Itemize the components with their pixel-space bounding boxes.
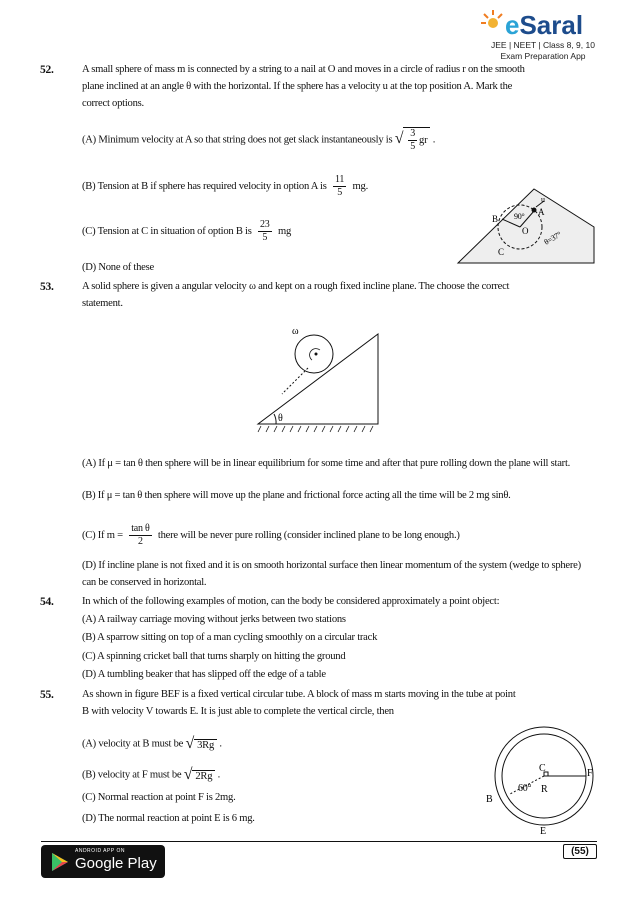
- q55-option-a: (A) velocity at B must be √ 3Rg .: [82, 735, 222, 752]
- label-angle: 90°: [514, 212, 525, 221]
- q52-stem-line2: plane inclined at an angle θ with the horizontal. If the sphere has a velocity u at the top position A. Mark the: [82, 81, 513, 92]
- q52-option-d: (D) None of these: [82, 262, 154, 273]
- play-store-icon: [50, 852, 70, 872]
- q54-option-d: (D) A tumbling beaker that has slipped off the edge of a table: [82, 669, 326, 680]
- q55-circular-tube-figure: [480, 724, 606, 836]
- solid-sphere: [295, 335, 333, 373]
- motion-arrow: [282, 368, 308, 394]
- google-play-badge[interactable]: [41, 845, 165, 878]
- q53-option-b: (B) If μ = tan θ then sphere will move up the plane and frictional force acting all the time will be 2 mg sinθ.: [82, 490, 511, 501]
- label-u: u: [541, 195, 545, 204]
- q53-option-a: (A) If μ = tan θ then sphere will be in linear equilibrium for some time and after that pure rolling down the plane will start.: [82, 458, 571, 469]
- label-e: E: [540, 826, 546, 836]
- question-number: 55.: [40, 689, 54, 701]
- q52-stem-line1: A small sphere of mass m is connected by a string to a nail at O and moves in a circle of radius r on the smooth: [82, 64, 525, 75]
- label-r: R: [541, 784, 548, 795]
- q53-option-c: (C) If m = $\frac{\text{tan θ}}{2}$ there will be never pure rolling (consider inclined plane to be long enough.): [82, 523, 460, 547]
- q54-stem: In which of the following examples of motion, can the body be considered approximately a point object:: [82, 596, 500, 607]
- question-number: 53.: [40, 281, 54, 293]
- q52-option-c: (C) Tension at C in situation of option B is $\frac{23}{5}$ mg: [82, 219, 291, 243]
- q52-incline-figure: [454, 183, 600, 269]
- q54-option-a: (A) A railway carriage moving without jerks between two stations: [82, 614, 346, 625]
- ground-hatch: [258, 426, 373, 432]
- q55-option-b: (B) velocity at F must be √ 2Rg .: [82, 766, 221, 783]
- q52-option-a: (A) Minimum velocity at A so that string does not get slack instantaneously is √ $\frac{3}{5}$ gr .: [82, 128, 436, 152]
- badge-small-text: ANDROID APP ON: [75, 848, 125, 854]
- q54-option-c: (C) A spinning cricket ball that turns sharply on hitting the ground: [82, 651, 346, 662]
- brand-subtitle: Exam Preparation App: [500, 51, 586, 61]
- label-f: F: [587, 768, 593, 779]
- page-number: (55): [563, 844, 597, 859]
- q53-incline-figure: [252, 322, 386, 442]
- q53-stem-line1: A solid sphere is given a angular velocity ω and kept on a rough fixed incline plane. The choose the correct: [82, 281, 510, 292]
- q54-option-b: (B) A sparrow sitting on top of a man cycling smoothly on a circular track: [82, 632, 378, 643]
- label-theta: θ=37°: [542, 229, 563, 247]
- q53-stem-line2: statement.: [82, 298, 123, 309]
- label-c: C: [498, 247, 504, 257]
- brand-sun-icon: [480, 8, 506, 38]
- label-b: B: [486, 794, 493, 805]
- label-angle: 60°: [518, 783, 532, 794]
- q55-option-c: (C) Normal reaction at point F is 2mg.: [82, 792, 236, 803]
- label-o: O: [522, 226, 529, 236]
- q55-option-d: (D) The normal reaction at point E is 6 mg.: [82, 813, 255, 824]
- label-a: A: [538, 207, 545, 217]
- footer-divider: [41, 841, 597, 842]
- q52-option-b: (B) Tension at B if sphere has required velocity in option A is $\frac{11}{5}$ mg.: [82, 174, 368, 198]
- q55-stem-line2: B with velocity V towards E. It is just able to complete the vertical circle, then: [82, 706, 394, 717]
- brand-name: eSaral: [505, 10, 584, 40]
- question-number: 52.: [40, 64, 54, 76]
- label-b: B: [492, 214, 498, 224]
- brand-tagline: JEE | NEET | Class 8, 9, 10: [491, 40, 595, 50]
- q52-stem-line3: correct options.: [82, 98, 144, 109]
- badge-big-text: Google Play: [75, 855, 157, 872]
- q55-stem-line1: As shown in figure BEF is a fixed vertical circular tube. A block of mass m starts moving in the tube at point: [82, 689, 516, 700]
- label-theta: θ: [278, 413, 283, 424]
- question-number: 54.: [40, 596, 54, 608]
- label-c: C: [539, 763, 546, 774]
- incline-plane: [258, 334, 378, 424]
- label-omega: ω: [292, 326, 299, 337]
- q53-option-d: (D) If incline plane is not fixed and it is on smooth horizontal surface then linear momentum of the system (wedge to sphere) can be conserved in horizontal.: [82, 560, 581, 588]
